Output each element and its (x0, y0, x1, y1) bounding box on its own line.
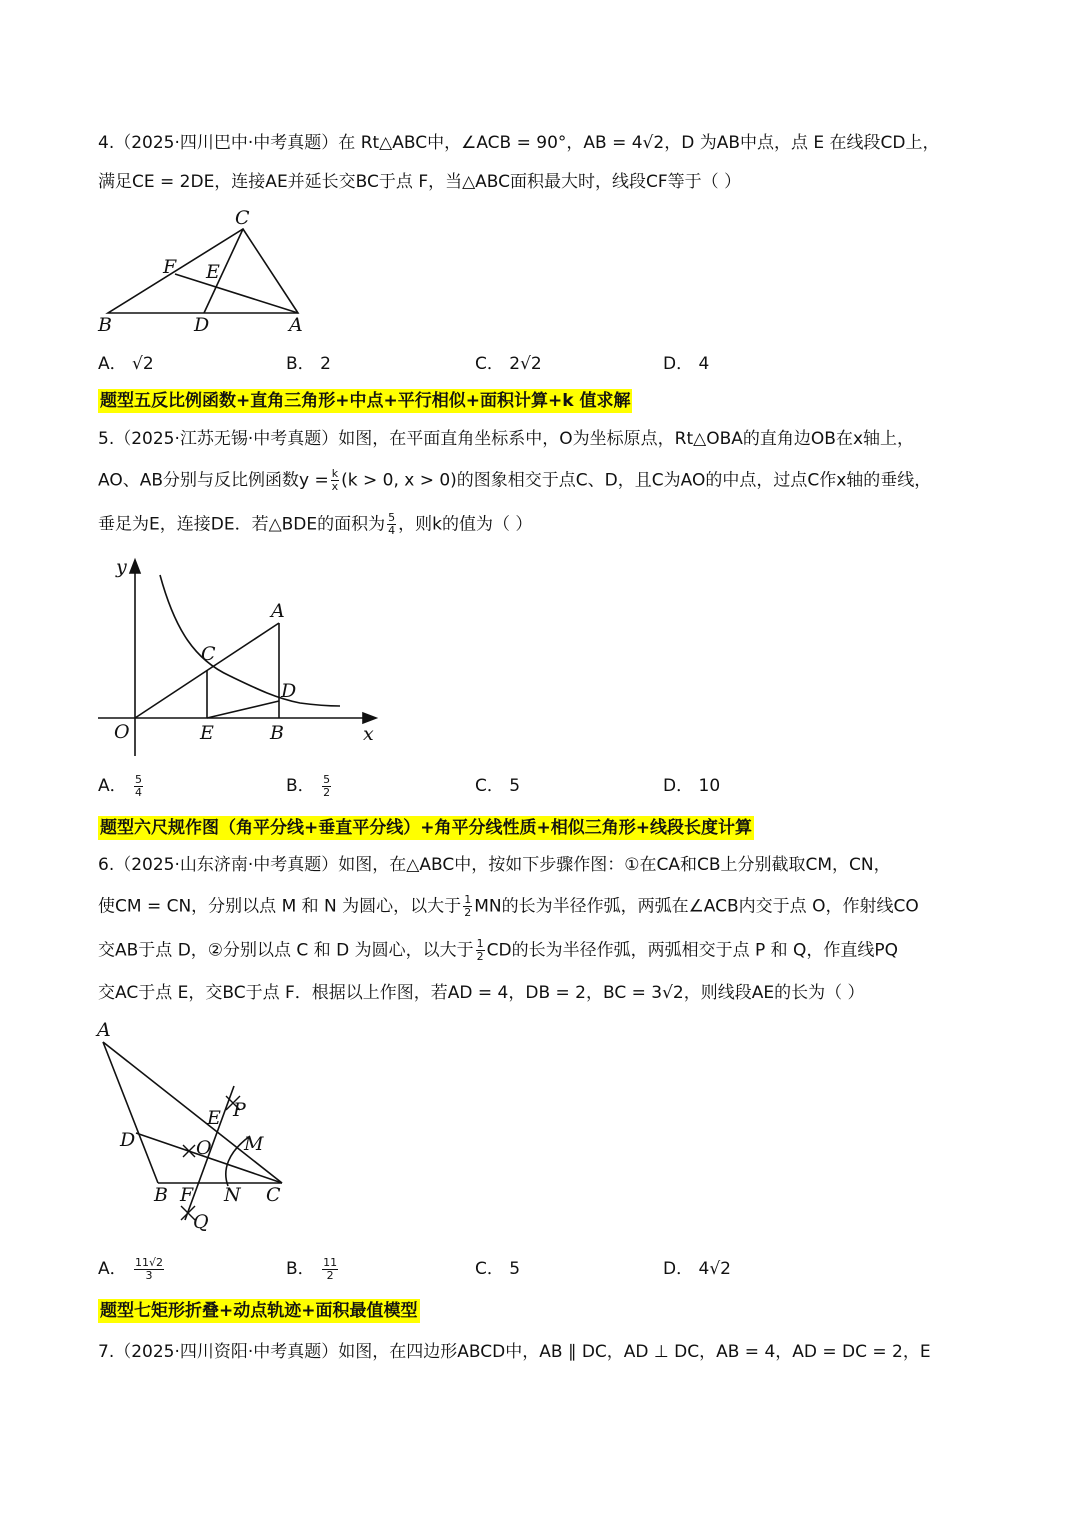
q6-option-c[interactable]: C． 5 (475, 1259, 521, 1279)
q5-option-b[interactable]: B． $\frac{5}{2}$ (286, 772, 331, 799)
q6-stem-line-4: 交AC于点 E，交BC于点 F．根据以上作图，若AD = 4，DB = 2，BC = 3√2，则线段AE的长为（ ） (98, 983, 865, 1003)
q5-fraction-k-over-x: $\frac{k}{x}$ (331, 467, 339, 493)
q6-option-d[interactable]: D． 4√2 (663, 1259, 731, 1279)
q6-stem-line-3: 交AB于点 D，②分别以点 C 和 D 为圆心，以大于 $\frac{1}{2}$ CD的长为半径作弧，两弧相交于点 P 和 Q，作直线PQ (98, 937, 899, 963)
q6-fraction-half-1: $\frac{1}{2}$ (464, 893, 472, 919)
q6-options (98, 1255, 878, 1289)
q4-option-b[interactable]: B． 2 (286, 354, 331, 374)
q4-label-b: B (98, 314, 112, 336)
q5-label-e: E (200, 722, 214, 744)
q6-label-p: P (233, 1099, 246, 1121)
q6-label-b: B (154, 1184, 168, 1206)
q5-option-c[interactable]: C． 5 (475, 776, 521, 796)
q5-label-y: y (116, 556, 127, 578)
q6-stem-line-1: 6.（2025·山东济南·中考真题）如图，在△ABC中，按如下步骤作图：①在CA和CB上分别截取CM，CN， (98, 855, 891, 875)
q6-option-a[interactable]: A． $\frac{11√2}{3}$ (98, 1255, 164, 1282)
q6-label-q: Q (193, 1211, 209, 1233)
q6-label-n: N (224, 1184, 241, 1206)
q6-label-c: C (266, 1184, 281, 1206)
q6-label-m: M (244, 1133, 264, 1155)
q5-label-b: B (270, 722, 284, 744)
q5-stem-line-1: 5.（2025·江苏无锡·中考真题）如图，在平面直角坐标系中，O为坐标原点，Rt△OBA的直角边OB在x轴上， (98, 429, 914, 449)
q6-label-o: O (196, 1137, 212, 1159)
q6-fraction-half-2: $\frac{1}{2}$ (476, 937, 484, 963)
q5-label-d: D (281, 680, 297, 702)
type6-heading: 题型六尺规作图（角平分线+垂直平分线）+角平分线性质+相似三角形+线段长度计算 (100, 818, 752, 838)
q5-label-x: x (363, 723, 374, 745)
q4-stem-line-1: 4.（2025·四川巴中·中考真题）在 Rt△ABC中，∠ACB = 90°，AB = 4√2，D 为AB中点，点 E 在线段CD上， (98, 133, 940, 153)
q6-stem-line-2: 使CM = CN，分别以点 M 和 N 为圆心，以大于 $\frac{1}{2}$ MN的长为半径作弧，两弧在∠ACB内交于点 O，作射线CO (98, 893, 919, 919)
q4-label-a: A (289, 314, 303, 336)
q7-stem-line-1: 7.（2025·四川资阳·中考真题）如图，在四边形ABCD中，AB ∥ DC，AD ⊥ DC，AB = 4，AD = DC = 2，E (98, 1342, 931, 1362)
q4-label-e: E (206, 261, 220, 283)
q4-stem-line-2: 满足CE = 2DE，连接AE并延长交BC于点 F，当△ABC面积最大时，线段CF等于（ ） (98, 172, 742, 192)
q4-option-c[interactable]: C． 2√2 (475, 354, 542, 374)
q5-fraction-five-fourths: $\frac{5}{4}$ (388, 511, 396, 537)
type5-heading: 题型五反比例函数+直角三角形+中点+平行相似+面积计算+k 值求解 (100, 391, 631, 411)
q4-label-f: F (163, 256, 177, 278)
q6-label-a: A (97, 1019, 111, 1041)
q5-stem-line-3: 垂足为E，连接DE．若△BDE的面积为 $\frac{5}{4}$ ，则k的值为（ ） (98, 511, 533, 537)
q5-label-o: O (114, 721, 130, 743)
q5-option-d[interactable]: D． 10 (663, 776, 721, 796)
type7-heading: 题型七矩形折叠+动点轨迹+面积最值模型 (100, 1301, 418, 1321)
q4-label-c: C (235, 207, 250, 229)
q4-option-d[interactable]: D． 4 (663, 354, 710, 374)
q4-label-d: D (194, 314, 210, 336)
q6-label-e: E (207, 1107, 221, 1129)
q5-label-c: C (201, 643, 216, 665)
q6-option-b[interactable]: B． $\frac{11}{2}$ (286, 1255, 338, 1282)
q5-option-a[interactable]: A． $\frac{5}{4}$ (98, 772, 143, 799)
q4-option-a[interactable]: A． √2 (98, 354, 154, 374)
q5-stem-line-2: AO、AB分别与反比例函数y = $\frac{k}{x}$ (k > 0, x > 0)的图象相交于点C、D，且C为AO的中点，过点C作x轴的垂线， (98, 467, 932, 493)
q6-label-d: D (120, 1129, 136, 1151)
q5-label-a: A (271, 600, 285, 622)
q6-label-f: F (180, 1184, 194, 1206)
